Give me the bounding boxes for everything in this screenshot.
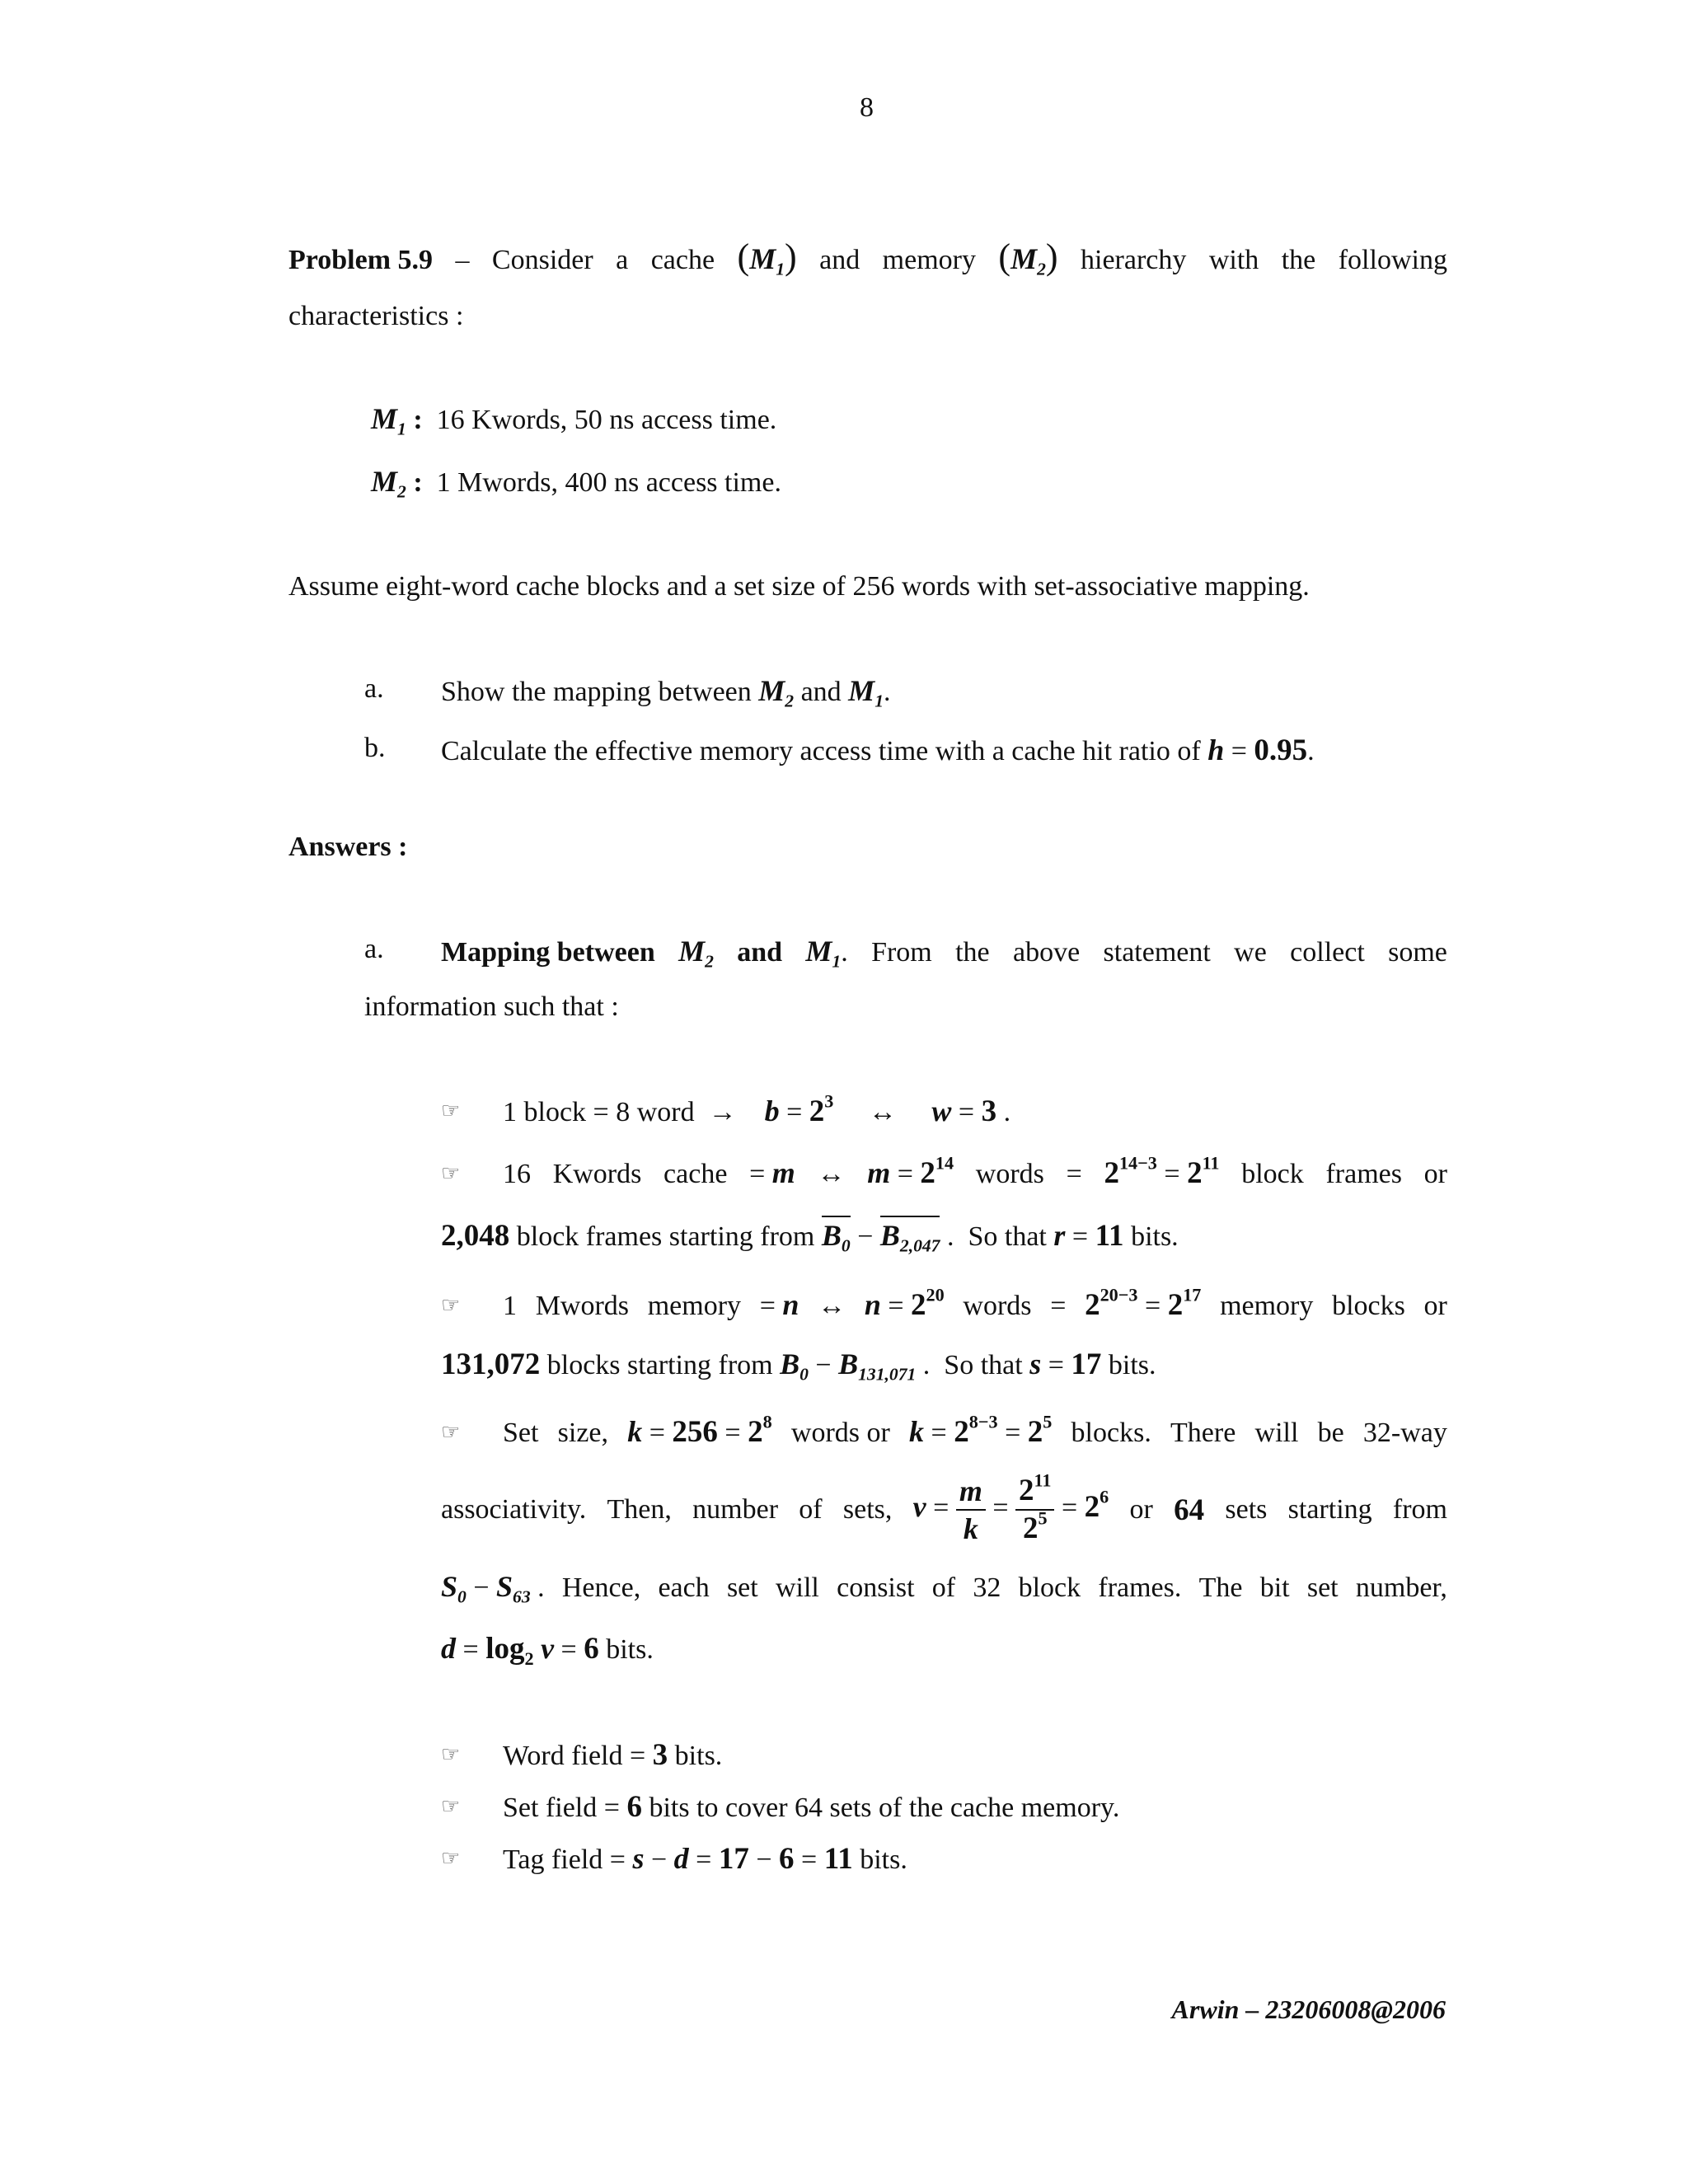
word: The xyxy=(1198,1572,1243,1603)
block-frames-count: 2,048 xyxy=(441,1219,510,1253)
word: will xyxy=(775,1572,819,1603)
word: the xyxy=(955,937,990,968)
word-field xyxy=(503,1737,722,1773)
problem-dash: – xyxy=(455,245,470,275)
problem-intro-line2: characteristics : xyxy=(288,301,464,331)
word: 1 xyxy=(503,1291,517,1321)
bullet-4-line2 xyxy=(441,1469,1447,1551)
word: following xyxy=(1338,245,1447,275)
pointing-hand-icon: ☞ xyxy=(441,1846,461,1870)
answer-a-line1: Mapping between $M_2$ and $M_1$. From the above statement we collect some xyxy=(441,935,1447,972)
word: collect xyxy=(1290,937,1365,968)
bits: bits. xyxy=(1108,1350,1156,1380)
word: Then, xyxy=(607,1494,672,1525)
set-field xyxy=(503,1789,1119,1825)
word: or xyxy=(1423,1159,1447,1189)
word: hierarchy xyxy=(1081,245,1187,275)
word: with xyxy=(1208,245,1259,275)
problem-label: Problem 5.9 xyxy=(288,245,434,275)
word: Kwords xyxy=(552,1159,642,1189)
word-field-value: 3 xyxy=(652,1738,668,1772)
bullet-2-text: block frames starting from xyxy=(516,1221,815,1252)
word: consist xyxy=(837,1572,915,1603)
page-footer: Arwin – 23206008@2006 xyxy=(1171,1994,1446,2024)
word: starting xyxy=(1287,1494,1372,1525)
word: 16 xyxy=(503,1159,531,1189)
word: number, xyxy=(1355,1572,1447,1603)
m2-spec-text: 1 Mwords, 400 ns access time. xyxy=(436,467,781,498)
pointing-hand-icon: ☞ xyxy=(441,1293,461,1317)
bullet-4-line1: Set size, $k = 256 = 2^8$ words or $k = 2^{8-3} = 2^5$ blocks. There will be 32-way xyxy=(503,1411,1447,1449)
item-a-and: and xyxy=(800,677,842,707)
item-a-text: Show the mapping between xyxy=(441,677,752,707)
assumption-text: Assume eight-word cache blocks and a set size of 256 words with set-associative mapping. xyxy=(288,571,1310,602)
bullet-2-line2: 2,048 block frames starting from $B_0 - B_{2,047}$ . So that r = 11 bits. xyxy=(441,1218,1179,1254)
word: Hence, xyxy=(561,1572,641,1603)
word: frames. xyxy=(1098,1572,1182,1603)
sets-count: 64 xyxy=(1174,1493,1205,1527)
set-field-label: Set field = xyxy=(503,1793,620,1823)
set-field-value: 6 xyxy=(626,1790,642,1824)
word: set xyxy=(726,1572,758,1603)
word: memory xyxy=(647,1291,742,1321)
word: size, xyxy=(557,1418,609,1448)
item-a-letter: a. xyxy=(364,673,384,704)
memory-blocks-count: 131,072 xyxy=(441,1347,541,1381)
tag-field: Tag field = s − d = 17 − 6 = 11 bits. xyxy=(503,1842,907,1876)
bullet-4-line4: $d = \log_2 v = 6$ bits. xyxy=(441,1632,654,1669)
bullet-4-line3: $S_0 - S_{63}$ . Hence, each set will consist of 32 block frames. The bit set number, xyxy=(441,1570,1447,1607)
word: blocks xyxy=(1332,1291,1405,1321)
word: Mwords xyxy=(535,1291,630,1321)
word: Consider xyxy=(491,245,593,275)
word: 32-way xyxy=(1362,1418,1447,1448)
problem-intro-line1 xyxy=(288,236,1447,278)
word: above xyxy=(1012,937,1081,968)
word: block xyxy=(1241,1159,1304,1189)
word: 32 xyxy=(973,1572,1001,1603)
word: sets xyxy=(1225,1494,1268,1525)
word: the xyxy=(1281,245,1316,275)
m2-spec: $M_2$ : 1 Mwords, 400 ns access time. xyxy=(371,465,781,502)
math-m2: $(M_2)$ xyxy=(998,237,1058,279)
word: frames xyxy=(1325,1159,1402,1189)
word: memory xyxy=(1220,1291,1314,1321)
answers-heading: Answers : xyxy=(288,832,408,862)
pointing-hand-icon: ☞ xyxy=(441,1794,461,1818)
pointing-hand-icon: ☞ xyxy=(441,1742,461,1766)
sets-fraction: v = $\frac{m}{k}$ = $\frac{2^{11}}{2^5}$ = $2^6$ xyxy=(912,1469,1109,1545)
item-a: Show the mapping between $M_2$ and $M_1$. xyxy=(441,674,891,711)
word: words xyxy=(975,1159,1044,1189)
word: blocks. xyxy=(1071,1418,1151,1448)
bits: bits. xyxy=(1131,1221,1179,1252)
answer-a-title-and: and xyxy=(737,937,783,968)
word: and xyxy=(819,245,860,275)
words-or: words or xyxy=(790,1418,890,1448)
word: block xyxy=(1018,1572,1081,1603)
word: or xyxy=(1129,1494,1153,1525)
word: cache xyxy=(650,245,715,275)
pointing-hand-icon: ☞ xyxy=(441,1099,461,1122)
pointing-hand-icon: ☞ xyxy=(441,1161,461,1185)
bullet-1: 1 block = 8 word → $b = 2^3$ ↔ w = 3 . xyxy=(503,1090,1011,1128)
word: number xyxy=(692,1494,779,1525)
word: memory xyxy=(882,245,976,275)
word: Set xyxy=(503,1418,539,1448)
word: from xyxy=(1392,1494,1447,1525)
word: sets, xyxy=(842,1494,893,1525)
word: a xyxy=(616,245,629,275)
m1-spec: $M_1$ : 16 Kwords, 50 ns access time. xyxy=(371,402,777,439)
answer-a-line2: information such that : xyxy=(364,991,619,1022)
word-field-label: Word field = xyxy=(503,1741,646,1771)
word: bit xyxy=(1259,1572,1290,1603)
word: each xyxy=(658,1572,710,1603)
word: we xyxy=(1234,937,1267,968)
pointing-hand-icon: ☞ xyxy=(441,1420,461,1444)
tag-field-tail: bits. xyxy=(860,1844,907,1875)
page-number: 8 xyxy=(860,92,874,123)
word-field-tail: bits. xyxy=(674,1741,723,1771)
math-m1: $(M_1)$ xyxy=(737,237,797,279)
bits: bits. xyxy=(606,1634,654,1665)
word: associativity. xyxy=(441,1494,587,1525)
bullet-3-line2: 131,072 blocks starting from $B_0 - B_{131,071}$ . So that s = 17 bits. xyxy=(441,1347,1156,1385)
bullet-1-text: 1 block = 8 word xyxy=(503,1097,695,1127)
word: From xyxy=(871,937,932,968)
item-b: Calculate the effective memory access time with a cache hit ratio of h = 0.95. xyxy=(441,733,1315,767)
set-field-tail: bits to cover 64 sets of the cache memory. xyxy=(649,1793,1120,1823)
word: be xyxy=(1317,1418,1344,1448)
word: or xyxy=(1423,1291,1447,1321)
hit-ratio-value: 0.95 xyxy=(1254,733,1308,767)
word: will xyxy=(1254,1418,1299,1448)
word: some xyxy=(1388,937,1447,968)
bullet-2-line1: 16 Kwords cache = m ↔ $m = 2^{14}$ words = $2^{14-3} = 2^{11}$ block frames or xyxy=(503,1152,1447,1190)
word: words xyxy=(963,1291,1032,1321)
word: set xyxy=(1306,1572,1339,1603)
bullet-3-line1: 1 Mwords memory = n ↔ $n = 2^{20}$ words = $2^{20-3} = 2^{17}$ memory blocks or xyxy=(503,1284,1447,1322)
tag-field-label: Tag field = xyxy=(503,1844,626,1875)
item-b-text: Calculate the effective memory access time with a cache hit ratio of xyxy=(441,736,1201,766)
answer-a-title: Mapping between xyxy=(441,937,655,968)
word: statement xyxy=(1103,937,1211,968)
word: cache xyxy=(663,1159,728,1189)
m1-spec-text: 16 Kwords, 50 ns access time. xyxy=(436,405,777,435)
item-b-letter: b. xyxy=(364,733,386,763)
bullet-3-text: blocks starting from xyxy=(546,1350,773,1380)
answer-a-letter: a. xyxy=(364,934,384,964)
word: There xyxy=(1170,1418,1236,1448)
word: of xyxy=(931,1572,956,1603)
so-that: So that xyxy=(968,1221,1047,1252)
word: of xyxy=(799,1494,823,1525)
so-that: So that xyxy=(944,1350,1023,1380)
